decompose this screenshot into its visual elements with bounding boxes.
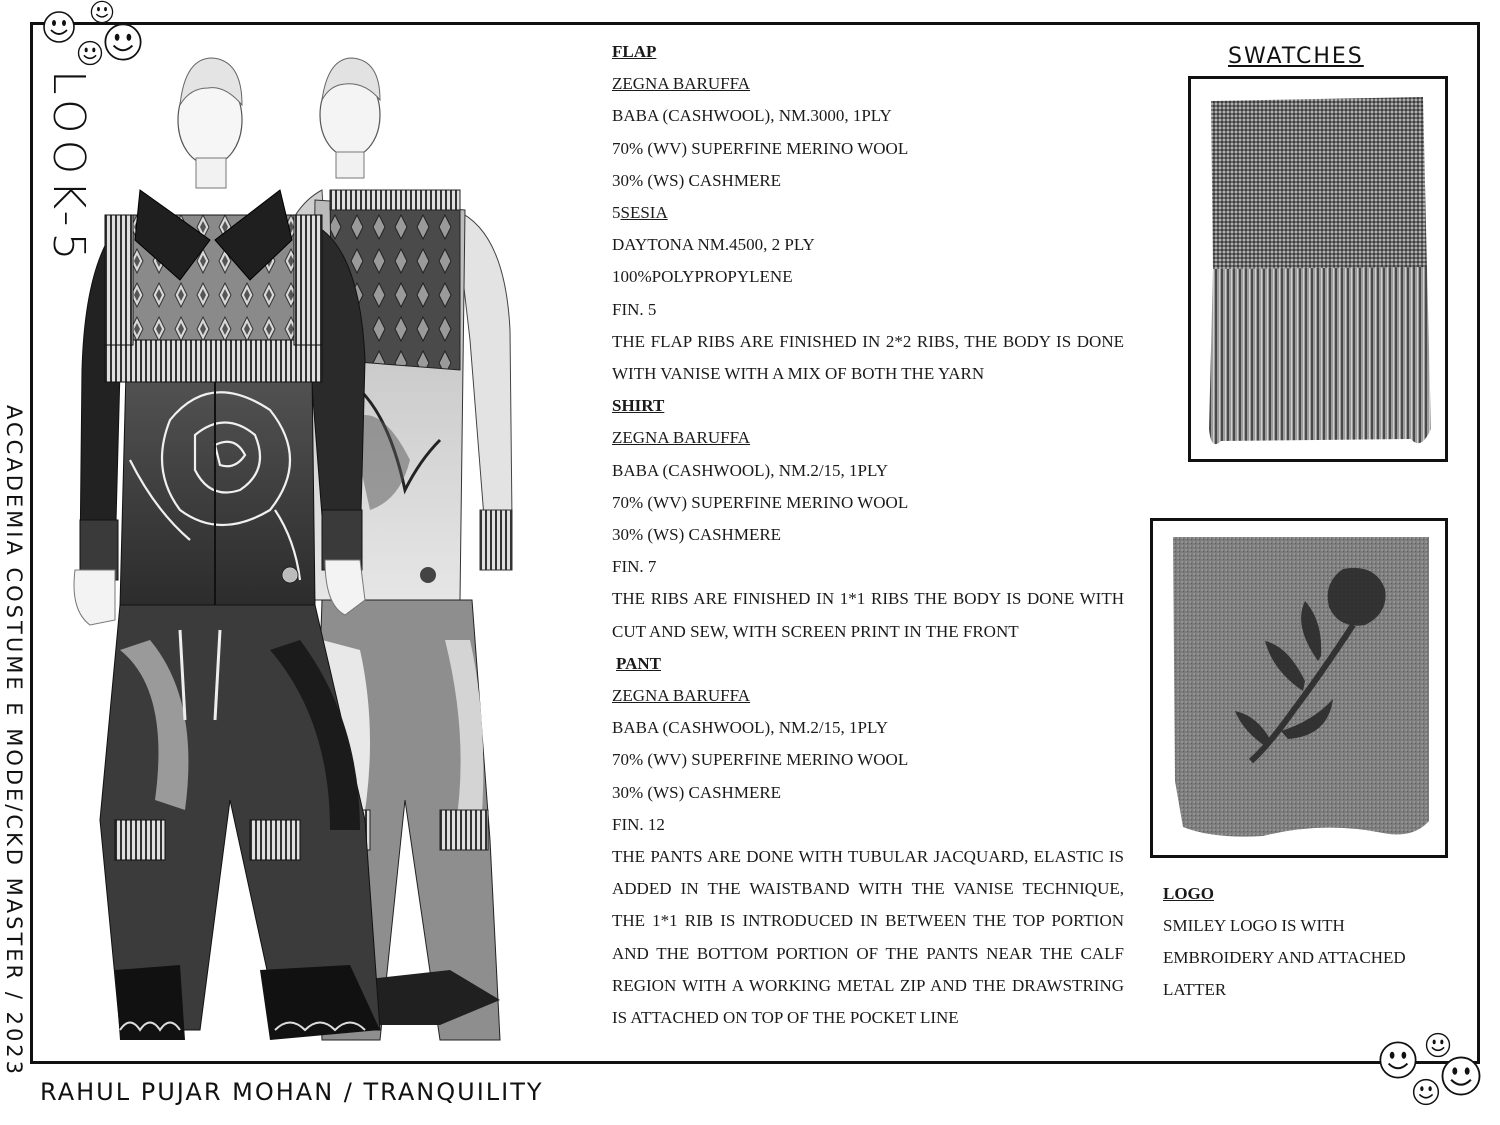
rose-print-swatch-image [1153, 521, 1445, 855]
swatches-title: SWATCHES [1228, 44, 1364, 69]
flap-fineness: FIN. 5 [612, 299, 657, 319]
pant-heading: PANT [616, 653, 662, 673]
flap-supplier-2-prefix: 5 [612, 203, 621, 223]
smiley-icon [42, 10, 76, 44]
logo-spec [1163, 878, 1463, 1006]
flap-composition-1b: 30% (WS) CASHMERE [612, 170, 782, 190]
flap-composition-2: 100%POLYPROPYLENE [612, 267, 793, 287]
logo-heading: LOGO [1163, 884, 1215, 903]
pant-supplier: ZEGNA BARUFFA [612, 686, 751, 706]
flap-yarn-1: BABA (CASHWOOL), NM.3000, 1PLY [612, 106, 892, 126]
flap-construction-note: THE FLAP RIBS ARE FINISHED IN 2*2 RIBS, THE BODY IS DONE WITH VANISE WITH A MIX OF BOTH THE YARN [612, 331, 1124, 384]
flap-composition-1a: 70% (WV) SUPERFINE MERINO WOOL [612, 138, 909, 158]
shirt-fineness: FIN. 7 [612, 557, 657, 577]
smiley-icon [90, 0, 114, 24]
smiley-icon [1440, 1055, 1482, 1097]
smiley-icon [1378, 1040, 1418, 1080]
logo-note-line-1: SMILEY LOGO IS WITH [1163, 916, 1345, 935]
flap-heading: FLAP [612, 42, 657, 61]
swatch-frame-flap [1188, 76, 1448, 462]
pant-composition-b: 30% (WS) CASHMERE [612, 782, 782, 802]
shirt-supplier: ZEGNA BARUFFA [612, 428, 751, 448]
flap-yarn-2: DAYTONA NM.4500, 2 PLY [612, 235, 815, 255]
shirt-composition-a: 70% (WV) SUPERFINE MERINO WOOL [612, 492, 909, 512]
pant-composition-a: 70% (WV) SUPERFINE MERINO WOOL [612, 750, 909, 770]
pant-fineness: FIN. 12 [612, 814, 665, 834]
logo-note-line-2: EMBROIDERY AND ATTACHED [1163, 948, 1406, 967]
school-footer: ACCADEMIA COSTUME E MODE/CKD MASTER / 2023 [2, 405, 26, 1078]
shirt-construction-note: THE RIBS ARE FINISHED IN 1*1 RIBS THE BODY IS DONE WITH CUT AND SEW, WITH SCREEN PRINT IN THE FRONT [612, 589, 1124, 641]
flap-supplier-1: ZEGNA BARUFFA [612, 74, 751, 94]
flap-supplier-2-line [612, 197, 1124, 229]
look-title: LOOK-5 [43, 70, 94, 267]
pant-yarn: BABA (CASHWOOL), NM.2/15, 1PLY [612, 718, 888, 738]
pant-construction-note: THE PANTS ARE DONE WITH TUBULAR JACQUARD, ELASTIC IS ADDED IN THE WAISTBAND WITH THE VANISE TECHNIQUE, THE 1*1 RIB IS INTRODUCED IN BETWEEN THE TOP PORTION AND THE BOTTOM PORTION OF THE PANTS NEAR THE CALF REGION WITH A WORKING METAL ZIP AND THE DRAWSTRING IS ATTACHED ON TOP OF THE POCKET LINE [612, 847, 1124, 1028]
swatch-frame-shirt [1150, 518, 1448, 858]
shirt-composition-b: 30% (WS) CASHMERE [612, 525, 782, 545]
flap-supplier-2: SESIA [620, 203, 668, 223]
spec-column [612, 36, 1124, 1034]
designer-credit: RAHUL PUJAR MOHAN / TRANQUILITY [40, 1078, 544, 1106]
knit-swatch-image [1191, 79, 1445, 459]
logo-note-line-3: LATTER [1163, 980, 1227, 999]
smiley-icon [1412, 1078, 1440, 1106]
shirt-yarn: BABA (CASHWOOL), NM.2/15, 1PLY [612, 460, 888, 480]
shirt-heading: SHIRT [612, 396, 665, 416]
fashion-illustration [60, 40, 605, 1065]
